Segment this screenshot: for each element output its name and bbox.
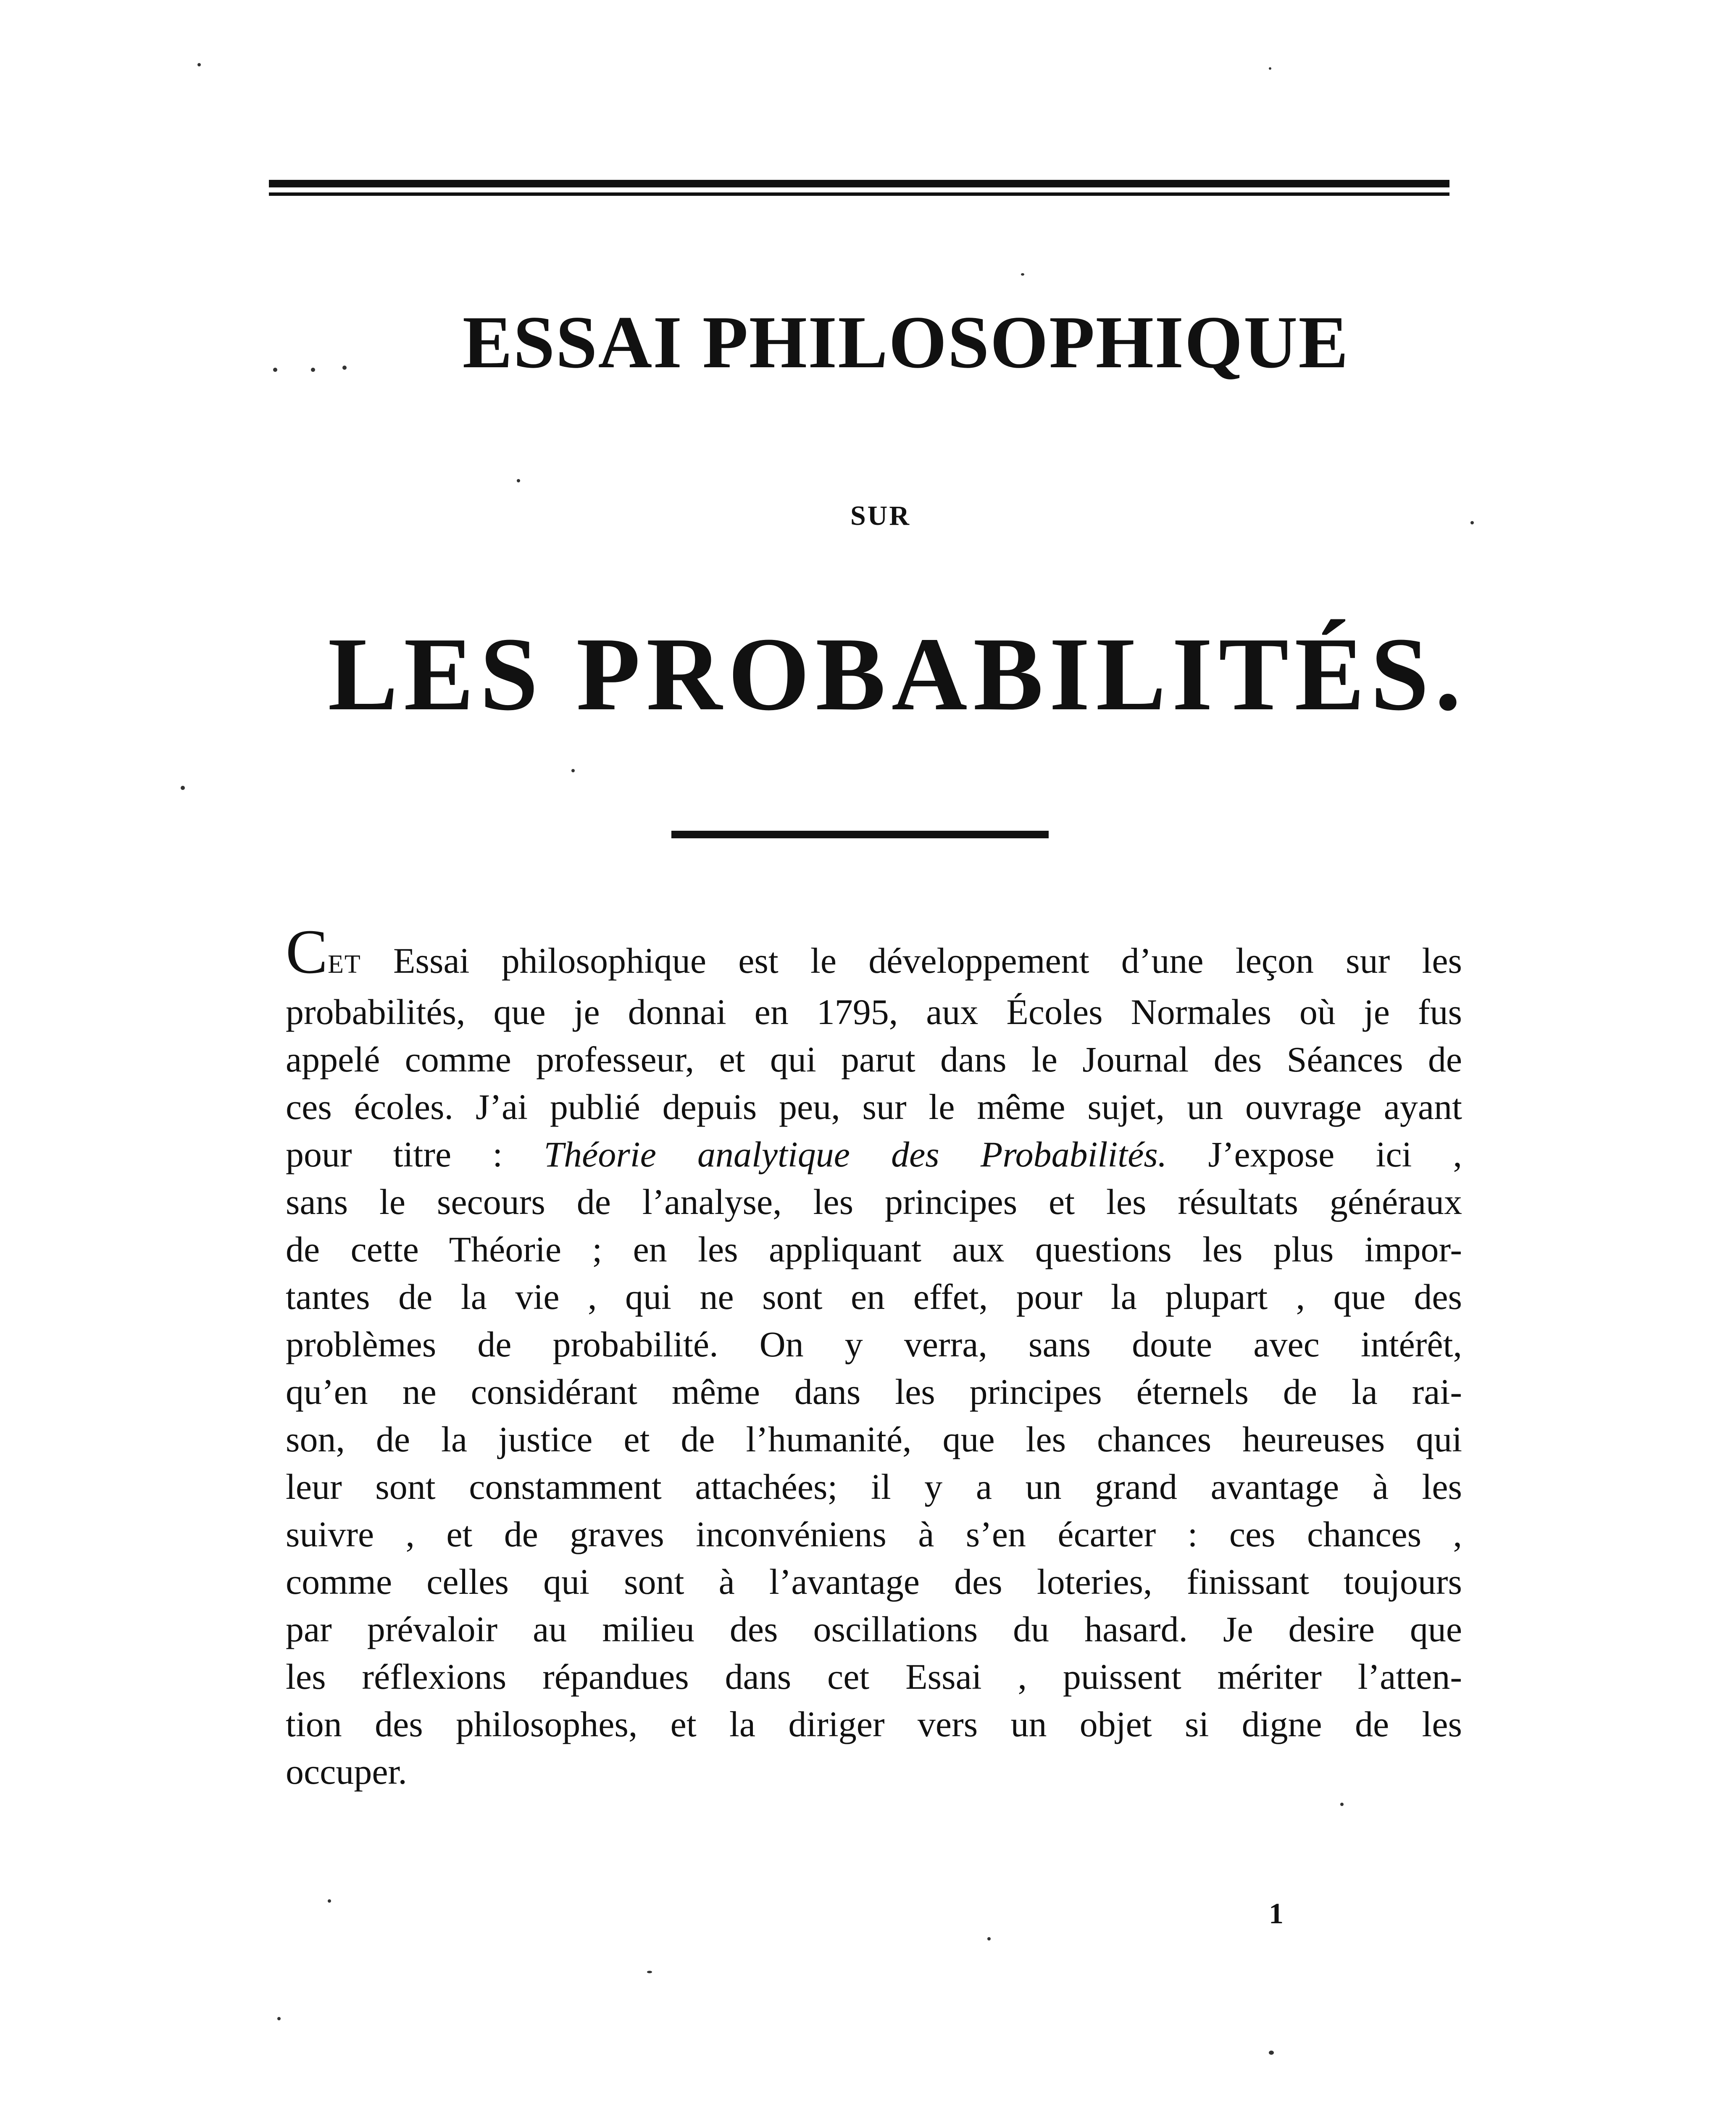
top-rule-thick bbox=[269, 180, 1449, 187]
body-paragraph bbox=[286, 917, 1462, 1796]
body-line: de cette Théorie ; en les appliquant aux questions les plus impor- bbox=[286, 1229, 1462, 1269]
scan-speck bbox=[987, 1937, 991, 1940]
body-line: les réflexions répandues dans cet Essai , puissent mériter l’atten- bbox=[286, 1656, 1462, 1697]
body-line: comme celles qui sont à l’avantage des loteries, finissant toujours bbox=[286, 1561, 1462, 1602]
scan-speck bbox=[1269, 2051, 1274, 2055]
scan-speck bbox=[197, 63, 201, 66]
body-line: suivre , et de graves inconvéniens à s’en écarter : ces chances , bbox=[286, 1514, 1462, 1554]
scan-speck bbox=[647, 1971, 652, 1973]
body-line-text: pour titre : bbox=[286, 1134, 544, 1174]
top-double-rule bbox=[269, 180, 1449, 198]
subtitle: LES PROBABILITÉS. bbox=[328, 616, 1467, 732]
body-line: son, de la justice et de l’humanité, que les chances heureuses qui bbox=[286, 1419, 1462, 1459]
small-caps-text: ET bbox=[328, 950, 361, 979]
page-number: 1 bbox=[1269, 1898, 1284, 1930]
top-rule-thin bbox=[269, 192, 1449, 196]
body-line-text: Essai philosophique est le développement d’une leçon sur les bbox=[361, 940, 1462, 981]
scan-speck bbox=[277, 2017, 281, 2020]
scan-speck bbox=[571, 769, 575, 772]
body-line bbox=[286, 1131, 1462, 1178]
scan-speck bbox=[1340, 1803, 1344, 1806]
body-line-text: J’expose ici , bbox=[1167, 1134, 1462, 1174]
scan-speck bbox=[273, 368, 277, 372]
scan-speck bbox=[517, 479, 520, 482]
drop-cap: C bbox=[286, 917, 328, 987]
body-line bbox=[286, 917, 1462, 988]
body-line: tantes de la vie , qui ne sont en effet, pour la plupart , que des bbox=[286, 1277, 1462, 1317]
scan-speck bbox=[311, 368, 315, 372]
scan-speck bbox=[1470, 521, 1474, 524]
body-line: probabilités, que je donnai en 1795, aux Écoles Normales où je fus bbox=[286, 992, 1462, 1032]
body-line: sans le secours de l’analyse, les principes et les résultats généraux bbox=[286, 1182, 1462, 1222]
body-line: occuper. bbox=[286, 1751, 407, 1792]
body-line: leur sont constamment attachées; il y a un grand avantage à les bbox=[286, 1466, 1462, 1507]
scan-speck bbox=[1269, 67, 1271, 70]
body-line: problèmes de probabilité. On y verra, sans doute avec intérêt, bbox=[286, 1324, 1462, 1364]
scan-speck bbox=[328, 1899, 331, 1903]
body-line: appelé comme professeur, et qui parut dans le Journal des Séances de bbox=[286, 1039, 1462, 1079]
scan-speck bbox=[342, 366, 347, 370]
italic-book-title: Théorie analytique des Probabilités. bbox=[544, 1134, 1167, 1174]
title-connector: SUR bbox=[850, 500, 911, 531]
body-line: qu’en ne considérant même dans les principes éternels de la rai- bbox=[286, 1372, 1462, 1412]
scan-speck bbox=[181, 786, 185, 790]
scan-speck bbox=[1021, 273, 1024, 276]
section-divider-rule bbox=[671, 831, 1049, 838]
body-line: ces écoles. J’ai publié depuis peu, sur le même sujet, un ouvrage ayant bbox=[286, 1087, 1462, 1127]
body-line: tion des philosophes, et la diriger vers un objet si digne de les bbox=[286, 1704, 1462, 1744]
body-line: par prévaloir au milieu des oscillations du hasard. Je desire que bbox=[286, 1609, 1462, 1649]
main-title: ESSAI PHILOSOPHIQUE bbox=[462, 300, 1349, 384]
